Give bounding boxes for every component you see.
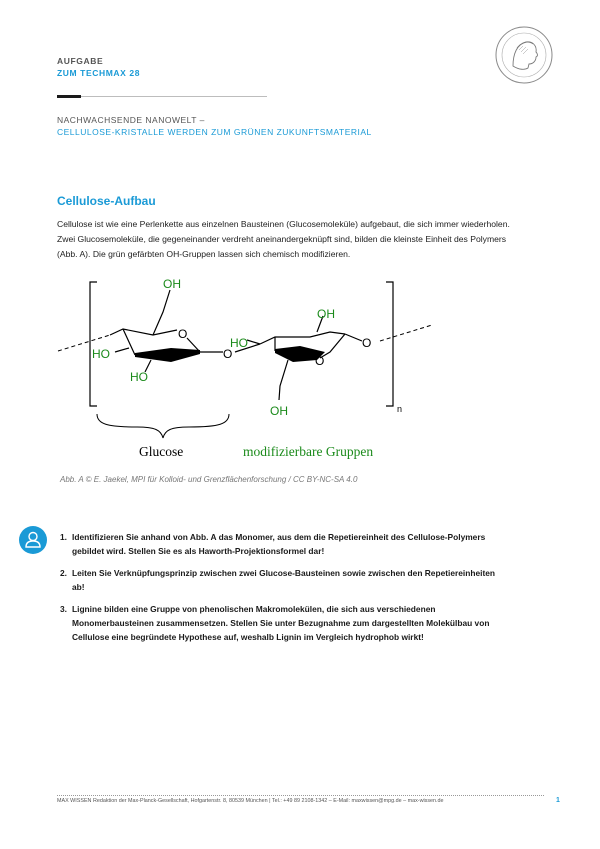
header-rule xyxy=(81,96,267,97)
glucose-brace xyxy=(97,414,229,438)
oh-group-c6-ring1: OH xyxy=(163,277,181,291)
task-text: Leiten Sie Verknüpfungsprinzip zwischen zwei Glucose-Bausteinen sowie zwischen den Repetiereinheiten ab! xyxy=(72,568,496,592)
ring2-oxygen: O xyxy=(315,354,325,368)
task-item xyxy=(60,530,505,558)
ho-group-c3-ring2: HO xyxy=(230,336,248,350)
footer-text: MAX WISSEN Redaktion der Max-Planck-Gesellschaft, Hofgartenstr. 8, 80539 München | Tel.: +49 89 2108-1342 – E-Mail: maxwissen@mpg.de – max-wissen.de xyxy=(57,798,444,804)
task-text: Identifizieren Sie anhand von Abb. A das Monomer, aus dem die Repetiereinheit des Cellulose-Polymers gebildet wird. Stellen Sie es als Haworth-Projektionsformel dar! xyxy=(72,532,486,556)
minerva-seal-icon xyxy=(495,26,553,84)
oh-group-c6-ring2: OH xyxy=(270,404,288,418)
glucose-ring-2 xyxy=(235,316,362,400)
ho-group-c2-ring1: HO xyxy=(92,347,110,361)
intro-paragraph: Cellulose ist wie eine Perlenkette aus einzelnen Bausteinen (Glucosemoleküle) aufgebaut, die sich immer wiederholen. Zwei Glucosemoleküle, die gegeneinander verdreht aneinandergeknüpft sind, bilden die kleinste Einheit des Polymers (Abb. A). Die grün gefärbten OH-Gruppen lassen sich chemisch modifizieren. xyxy=(57,219,510,259)
subtitle-line-1: NACHWACHSENDE NANOWELT – xyxy=(57,115,205,125)
glucose-ring-1 xyxy=(110,290,223,372)
header-label: AUFGABE xyxy=(57,56,104,66)
page-number: 1 xyxy=(556,797,560,804)
figure-caption: Abb. A © E. Jaekel, MPI für Kolloid- und Grenzflächenforschung / CC BY-NC-SA 4.0 xyxy=(60,475,358,484)
task-item xyxy=(60,602,505,644)
section-title: Cellulose-Aufbau xyxy=(57,194,156,208)
person-icon xyxy=(19,526,47,554)
ho-group-c3-ring1: HO xyxy=(130,370,148,384)
repeat-n-label: n xyxy=(397,404,403,414)
task-list xyxy=(60,530,505,652)
glycosidic-oxygen-1: O xyxy=(223,347,233,361)
footer-rule xyxy=(57,795,544,796)
task-number: 2. xyxy=(60,568,67,578)
glucose-label: Glucose xyxy=(139,444,184,459)
task-item xyxy=(60,566,505,594)
header-rule-accent xyxy=(57,95,81,98)
oh-group-c2-ring2: OH xyxy=(317,307,335,321)
cellulose-structure-diagram xyxy=(55,272,455,468)
modifiable-groups-label: modifizierbare Gruppen xyxy=(243,444,374,459)
ring1-oxygen: O xyxy=(178,327,188,341)
task-number: 3. xyxy=(60,604,67,614)
task-number: 1. xyxy=(60,532,67,542)
task-text: Lignine bilden eine Gruppe von phenolischen Makromolekülen, die sich aus verschiedenen Monomerbausteinen zusammensetzen. Stellen Sie unter Bezugnahme zum dargestellten Molekülbau von Cellulose eine begründete Hypothese auf, weshalb Lignin im Vergleich hydrophob wirkt! xyxy=(72,604,490,642)
glycosidic-oxygen-2: O xyxy=(362,336,372,350)
header-issue: ZUM TECHMAX 28 xyxy=(57,68,141,78)
subtitle-line-2: CELLULOSE-KRISTALLE WERDEN ZUM GRÜNEN ZUKUNFTSMATERIAL xyxy=(57,127,372,137)
